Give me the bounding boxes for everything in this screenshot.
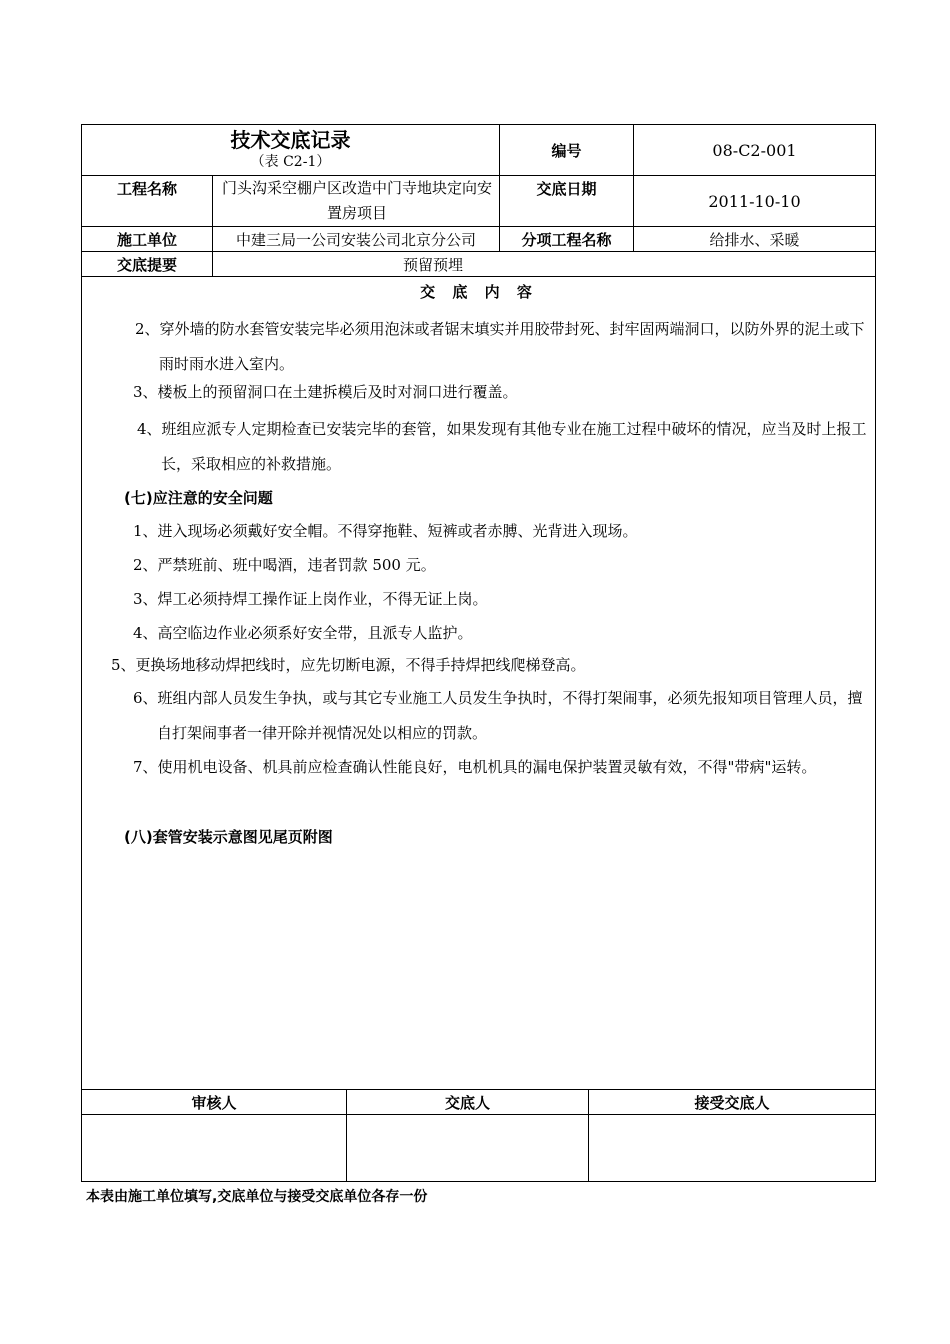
reviewer-label: 审核人 xyxy=(191,1093,237,1112)
receiver-label: 接受交底人 xyxy=(694,1093,770,1112)
safety-item-7 xyxy=(133,750,870,785)
content-heading: 交 底 内 容 xyxy=(420,282,538,301)
form-code: （表 C2-1） xyxy=(250,154,331,170)
discloser-label: 交底人 xyxy=(444,1093,490,1112)
discloser-signature-field[interactable] xyxy=(347,1115,588,1181)
number-label: 编号 xyxy=(551,141,582,160)
footer-note: 本表由施工单位填写,交底单位与接受交底单位各存一份 xyxy=(86,1189,428,1205)
safety-item-1: 1、进入现场必须戴好安全帽。不得穿拖鞋、短裤或者赤膊、光背进入现场。 xyxy=(133,522,638,540)
safety-item-2: 2、严禁班前、班中喝酒，违者罚款 500 元。 xyxy=(133,556,436,574)
safety-item-6 xyxy=(133,681,870,751)
summary-value: 预留预埋 xyxy=(402,255,463,274)
section-8-heading: (八)套管安装示意图见尾页附图 xyxy=(124,828,333,846)
construction-unit-label: 施工单位 xyxy=(116,230,177,249)
receiver-signature-field[interactable] xyxy=(589,1115,875,1181)
construction-unit-value: 中建三局一公司安装公司北京分公司 xyxy=(235,230,476,249)
sub-item-value: 给排水、采暖 xyxy=(709,230,800,249)
project-name-label: 工程名称 xyxy=(116,179,177,198)
number-value: 08-C2-001 xyxy=(712,140,797,160)
safety-item-5: 5、更换场地移动焊把线时，应先切断电源，不得手持焊把线爬梯登高。 xyxy=(111,656,586,674)
project-name-value: 门头沟采空棚户区改造中门寺地块定向安置房项目 xyxy=(221,179,492,222)
disclosure-date-value: 2011-10-10 xyxy=(708,191,801,211)
section-7-heading: (七)应注意的安全问题 xyxy=(124,489,273,507)
content-item-2-text: 2、穿外墙的防水套管安装完毕必须用泡沫或者锯末填实并用胶带封死、封牢固两端洞口，以防外界的泥土或下雨时雨水进入室内。 xyxy=(135,320,865,373)
page-title: 技术交底记录 xyxy=(230,127,351,152)
safety-item-4: 4、高空临边作业必须系好安全带，且派专人监护。 xyxy=(133,624,473,642)
content-item-4-text: 4、班组应派专人定期检查已安装完毕的套管，如果发现有其他专业在施工过程中破坏的情况，应当及时上报工长，采取相应的补救措施。 xyxy=(137,420,867,473)
sub-item-label: 分项工程名称 xyxy=(521,230,612,249)
safety-item-7-text: 7、使用机电设备、机具前应检查确认性能良好，电机机具的漏电保护装置灵敏有效，不得"带病"运转。 xyxy=(133,758,817,776)
disclosure-date-label: 交底日期 xyxy=(536,179,597,198)
summary-label: 交底提要 xyxy=(116,255,177,274)
reviewer-signature-field[interactable] xyxy=(82,1115,346,1181)
content-item-4 xyxy=(137,412,870,482)
safety-item-3: 3、焊工必须持焊工操作证上岗作业，不得无证上岗。 xyxy=(133,590,488,608)
content-item-3: 3、楼板上的预留洞口在土建拆模后及时对洞口进行覆盖。 xyxy=(133,383,518,401)
content-item-2 xyxy=(135,312,870,382)
safety-item-6-text: 6、班组内部人员发生争执，或与其它专业施工人员发生争执时，不得打架闹事，必须先报知项目管理人员，擅自打架闹事者一律开除并视情况处以相应的罚款。 xyxy=(133,689,863,742)
